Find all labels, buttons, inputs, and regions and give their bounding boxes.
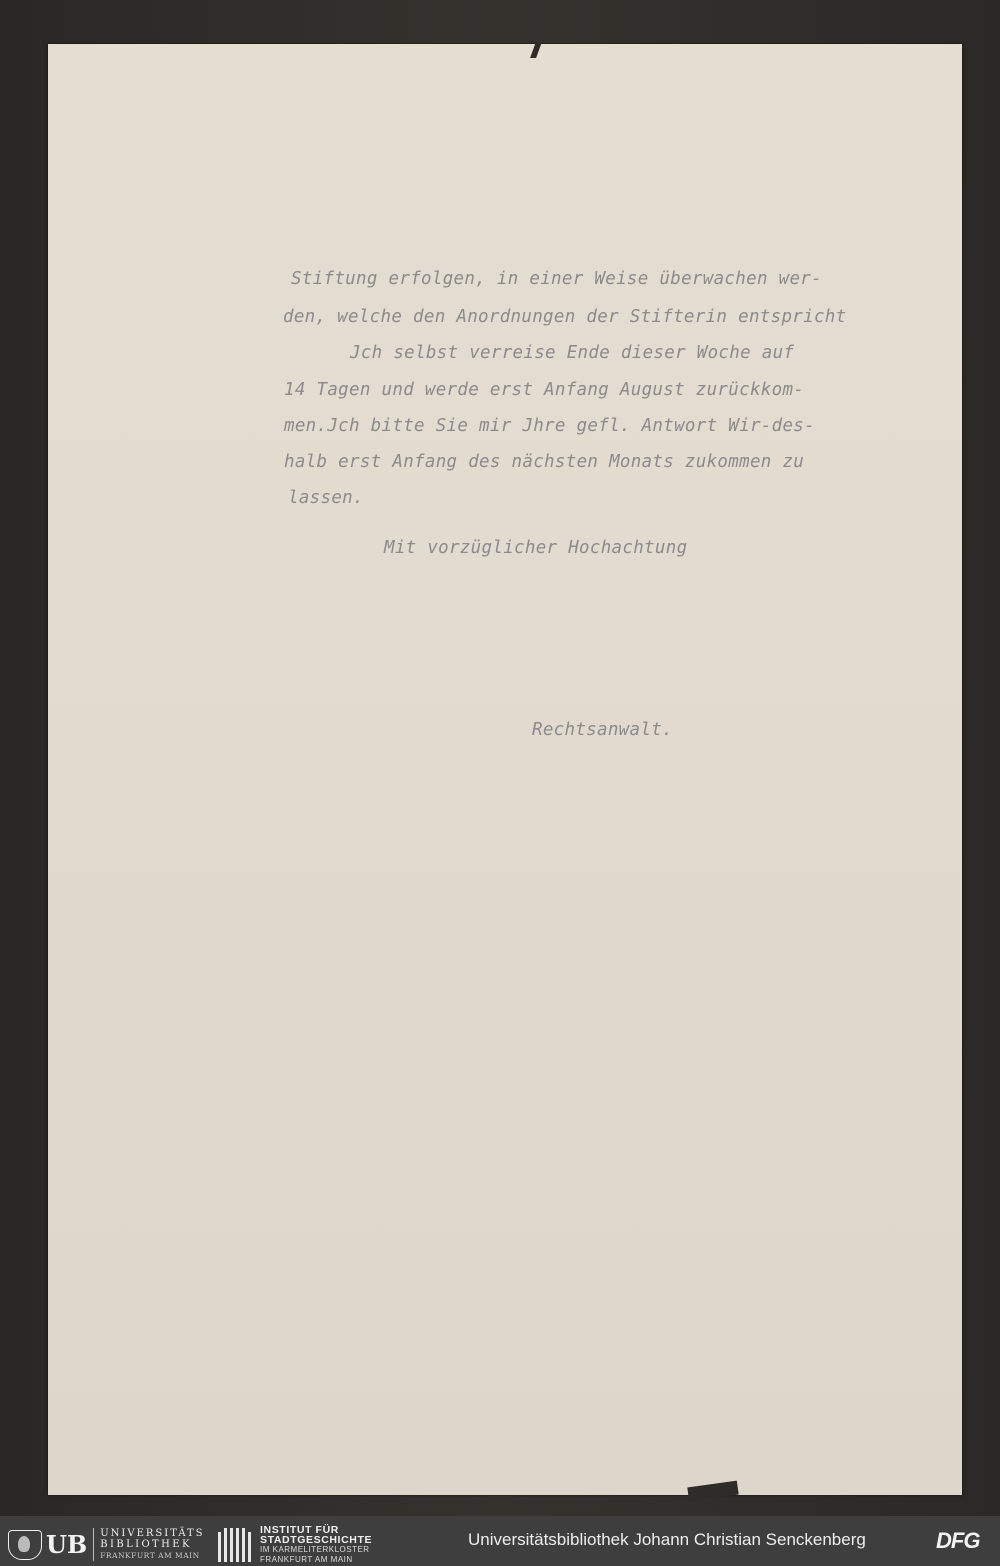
document-page — [48, 44, 962, 1495]
ub-letters: UB — [46, 1530, 88, 1559]
library-title: Universitätsbibliothek Johann Christian Senckenberg — [468, 1530, 866, 1549]
isg-line1: INSTITUT FÜR — [260, 1524, 339, 1536]
isg-line4: FRANKFURT AM MAIN — [260, 1555, 353, 1564]
ub-logo[interactable] — [8, 1528, 205, 1561]
isg-text — [260, 1525, 372, 1565]
letter-line: Jch selbst verreise Ende dieser Woche auf — [350, 343, 795, 363]
footer-bar — [0, 1516, 1000, 1566]
ub-crest-icon — [8, 1530, 42, 1560]
letter-line: den, welche den Anordnungen der Stifterin entspricht — [283, 307, 847, 327]
letter-line: lassen. — [288, 488, 364, 508]
letter-line: 14 Tagen und werde erst Anfang August zurückkom- — [284, 380, 805, 400]
letter-closing: Mit vorzüglicher Hochachtung — [384, 538, 688, 558]
ub-line1: UNIVERSITÄTS — [100, 1528, 205, 1539]
ub-text — [93, 1528, 204, 1561]
ub-line2: BIBLIOTHEK — [100, 1539, 192, 1550]
isg-line3: IM KARMELITERKLOSTER — [260, 1545, 370, 1554]
isg-logo[interactable] — [216, 1525, 372, 1565]
letter-signature: Rechtsanwalt. — [532, 720, 673, 740]
isg-line2: STADTGESCHICHTE — [260, 1534, 373, 1546]
letter-text — [48, 44, 962, 1495]
arch-columns-icon — [216, 1528, 252, 1562]
dfg-logo[interactable]: DFG — [936, 1528, 980, 1553]
letter-line: halb erst Anfang des nächsten Monats zukommen zu — [284, 452, 805, 472]
ub-line3: FRANKFURT AM MAIN — [100, 1551, 200, 1560]
letter-line: men.Jch bitte Sie mir Jhre gefl. Antwort Wir-des- — [284, 416, 815, 436]
letter-line: Stiftung erfolgen, in einer Weise überwachen wer- — [291, 269, 822, 289]
